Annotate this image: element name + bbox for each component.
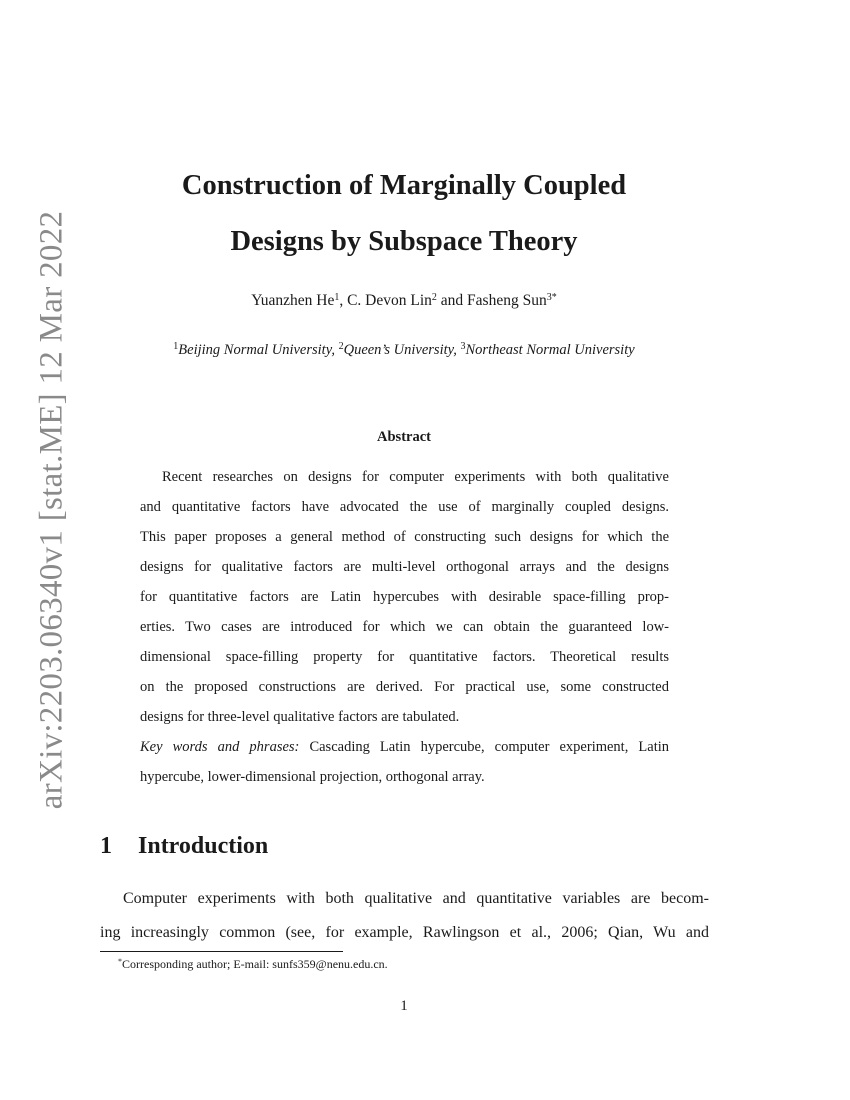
footnote-mark: * — [118, 957, 122, 966]
abstract-heading: Abstract — [377, 429, 431, 445]
abstract-line: for quantitative factors are Latin hypercubes with desirable space-filling prop- — [140, 589, 669, 605]
affiliation-mark: 2 — [338, 341, 344, 352]
abstract-line: designs for qualitative factors are multi-level orthogonal arrays and the designs — [140, 559, 669, 575]
footnote-rule — [100, 951, 343, 952]
abstract-line: on the proposed constructions are derived. For practical use, some constructed — [140, 679, 669, 695]
section-title: Introduction — [138, 833, 269, 859]
page-number: 1 — [400, 998, 408, 1014]
keywords-label: Key words and phrases: — [140, 739, 300, 755]
affiliation-name: Beijing Normal University, — [178, 342, 335, 358]
author-name: Yuanzhen He — [251, 292, 335, 309]
author-list — [0, 292, 808, 310]
affiliation-name: Queen’s University, — [343, 342, 457, 358]
abstract-line: dimensional space-filling property for quantitative factors. Theoretical results — [140, 649, 669, 665]
paper-title — [0, 158, 808, 270]
author-mark: 2 — [431, 292, 437, 303]
author-separator: and — [436, 292, 468, 309]
abstract-line: erties. Two cases are introduced for which we can obtain the guaranteed low- — [140, 619, 669, 635]
section-heading — [100, 833, 268, 860]
keywords-text: Cascading Latin hypercube, computer experiment, Latin — [299, 739, 670, 755]
footnote — [118, 957, 388, 972]
body-text-line: Computer experiments with both qualitative and quantitative variables are becom- — [123, 890, 709, 907]
affiliations — [0, 342, 808, 359]
footnote-text: Corresponding author; E-mail: sunfs359@nenu.edu.cn. — [122, 957, 388, 971]
author-name: Fasheng Sun — [467, 292, 547, 309]
author-name: C. Devon Lin — [347, 292, 432, 309]
body-text-line: ing increasingly common (see, for example, Rawlingson et al., 2006; Qian, Wu and — [100, 924, 709, 941]
abstract-line: designs for three-level qualitative factors are tabulated. — [140, 709, 460, 725]
title-line-1: Construction of Marginally Coupled — [181, 170, 627, 201]
abstract-line: and quantitative factors have advocated the use of marginally coupled designs. — [140, 499, 669, 515]
arxiv-identifier-stamp: arXiv:2203.06340v1 [stat.ME] 12 Mar 2022 — [33, 210, 70, 810]
affiliation-mark: 3 — [460, 341, 466, 352]
author-mark: 3* — [546, 292, 557, 303]
keywords-line — [140, 738, 669, 756]
keywords-line: hypercube, lower-dimensional projection, orthogonal array. — [140, 769, 485, 785]
abstract-line: This paper proposes a general method of constructing such designs for which the — [140, 529, 669, 545]
affiliation-mark: 1 — [173, 341, 179, 352]
section-number: 1 — [100, 833, 112, 859]
author-mark: 1 — [334, 292, 340, 303]
abstract-line: Recent researches on designs for computer experiments with both qualitative — [162, 469, 669, 485]
title-line-2: Designs by Subspace Theory — [230, 226, 578, 257]
author-separator: , — [339, 292, 348, 309]
affiliation-name: Northeast Normal University — [465, 342, 635, 358]
